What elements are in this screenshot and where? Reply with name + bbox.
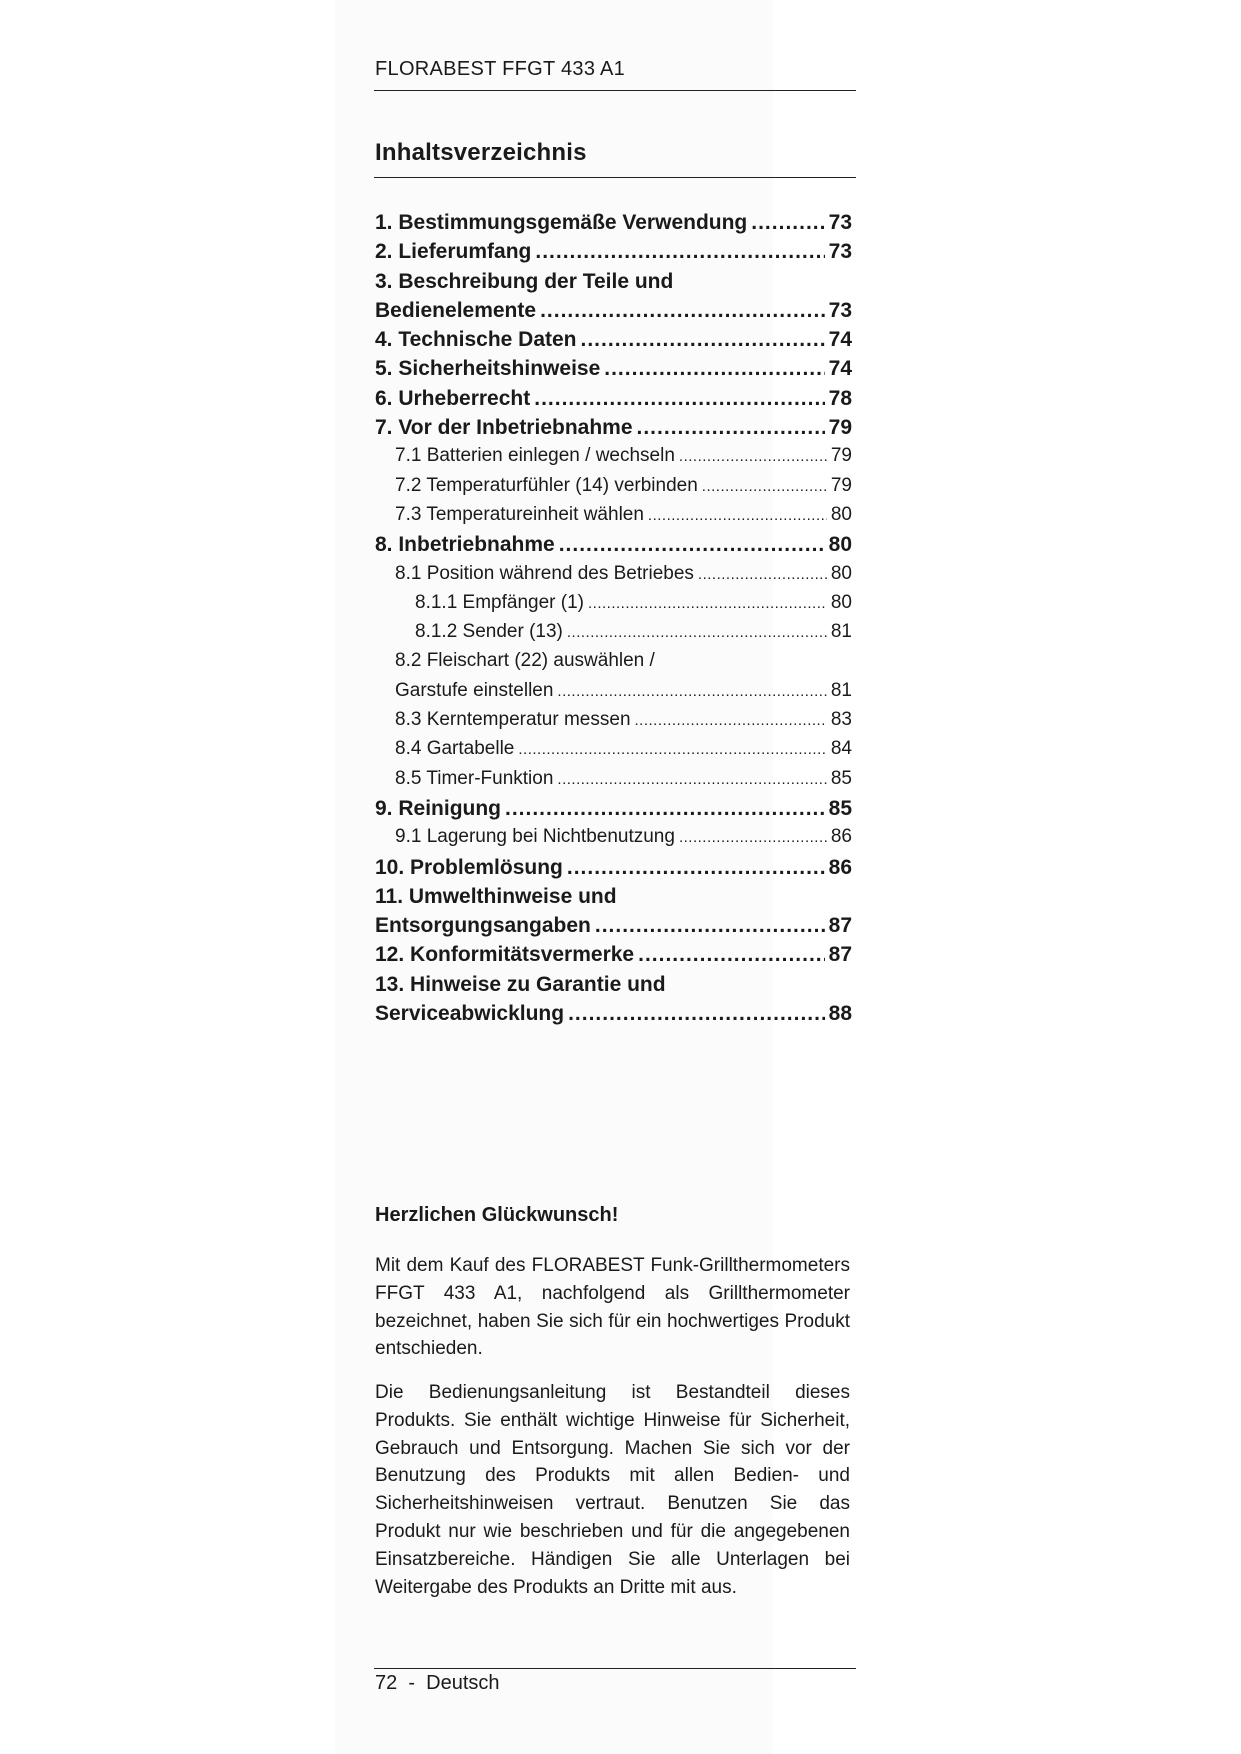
toc-entry: 7. Vor der Inbetriebnahme ..... 79 [375, 416, 852, 445]
page-footer: 72 - Deutsch [375, 1672, 500, 1694]
toc-entry: 8. Inbetriebnahme ..... 80 [375, 533, 852, 562]
toc-subentry: 9.1 Lagerung bei Nichtbenutzung ..... 86 [375, 826, 852, 855]
toc-entry: 5. Sicherheitshinweise ..... 74 [375, 357, 852, 386]
table-of-contents [375, 211, 852, 1031]
toc-subentry: 7.2 Temperaturfühler (14) verbinden ..... 79 [375, 475, 852, 504]
toc-entry: 10. Problemlösung ..... 86 [375, 856, 852, 885]
toc-entry: Bedienelemente ..... 73 [375, 299, 852, 328]
toc-subsubentry: 8.1.1 Empfänger (1) ..... 80 [375, 592, 852, 621]
intro-paragraph: Die Bedienungsanleitung ist Bestandteil dieses Produkts. Sie enthält wichtige Hinweise für Sicherheit, Gebrauch und Entsorgung. Machen Sie sich vor der Benutzung des Produkts mit allen Bedien- und Sicherheitshinweisen vertraut. Benutzen Sie das Produkt nur wie beschrieben und für die angegebenen Einsatzbereiche. Händigen Sie alle Unterlagen bei Weitergabe des Produkts an Dritte mit aus. [375, 1382, 850, 1598]
toc-heading-rule [374, 177, 856, 178]
toc-subentry: 7.3 Temperatureinheit wählen ..... 80 [375, 504, 852, 533]
running-header: FLORABEST FFGT 433 A1 [375, 58, 626, 80]
toc-entry: Entsorgungsangaben ..... 87 [375, 914, 852, 943]
intro-paragraph: Mit dem Kauf des FLORABEST Funk-Grillthermometers FFGT 433 A1, nachfolgend als Grillthermometer bezeichnet, haben Sie sich für ein hochwertiges Produkt entschieden. [375, 1255, 850, 1360]
toc-subsubentry: 8.1.2 Sender (13) ..... 81 [375, 621, 852, 650]
toc-entry: 4. Technische Daten ..... 74 [375, 328, 852, 357]
toc-entry: 12. Konformitätsvermerke ..... 87 [375, 943, 852, 972]
toc-subentry: 8.1 Position während des Betriebes ..... 80 [375, 563, 852, 592]
toc-entry: 3. Beschreibung der Teile und [375, 269, 674, 293]
toc-subentry: 7.1 Batterien einlegen / wechseln ..... 79 [375, 445, 852, 474]
toc-entry: 1. Bestimmungsgemäße Verwendung ..... 73 [375, 211, 852, 240]
intro-title: Herzlichen Glückwunsch! [375, 1204, 619, 1226]
toc-subentry: 8.4 Gartabelle ..... 84 [375, 738, 852, 767]
toc-subentry: 8.5 Timer-Funktion ..... 85 [375, 768, 852, 797]
header-rule [374, 90, 856, 91]
toc-heading: Inhaltsverzeichnis [375, 139, 587, 166]
toc-entry: 13. Hinweise zu Garantie und [375, 972, 666, 996]
toc-entry: 9. Reinigung ..... 85 [375, 797, 852, 826]
toc-entry: 2. Lieferumfang ..... 73 [375, 240, 852, 269]
toc-subentry: Garstufe einstellen ..... 81 [375, 680, 852, 709]
toc-entry: 11. Umwelthinweise und [375, 884, 617, 908]
toc-entry: Serviceabwicklung ..... 88 [375, 1002, 852, 1031]
toc-subentry: 8.3 Kerntemperatur messen ..... 83 [375, 709, 852, 738]
footer-rule [374, 1668, 856, 1669]
toc-entry: 6. Urheberrecht ..... 78 [375, 387, 852, 416]
toc-subentry: 8.2 Fleischart (22) auswählen / [395, 650, 655, 672]
